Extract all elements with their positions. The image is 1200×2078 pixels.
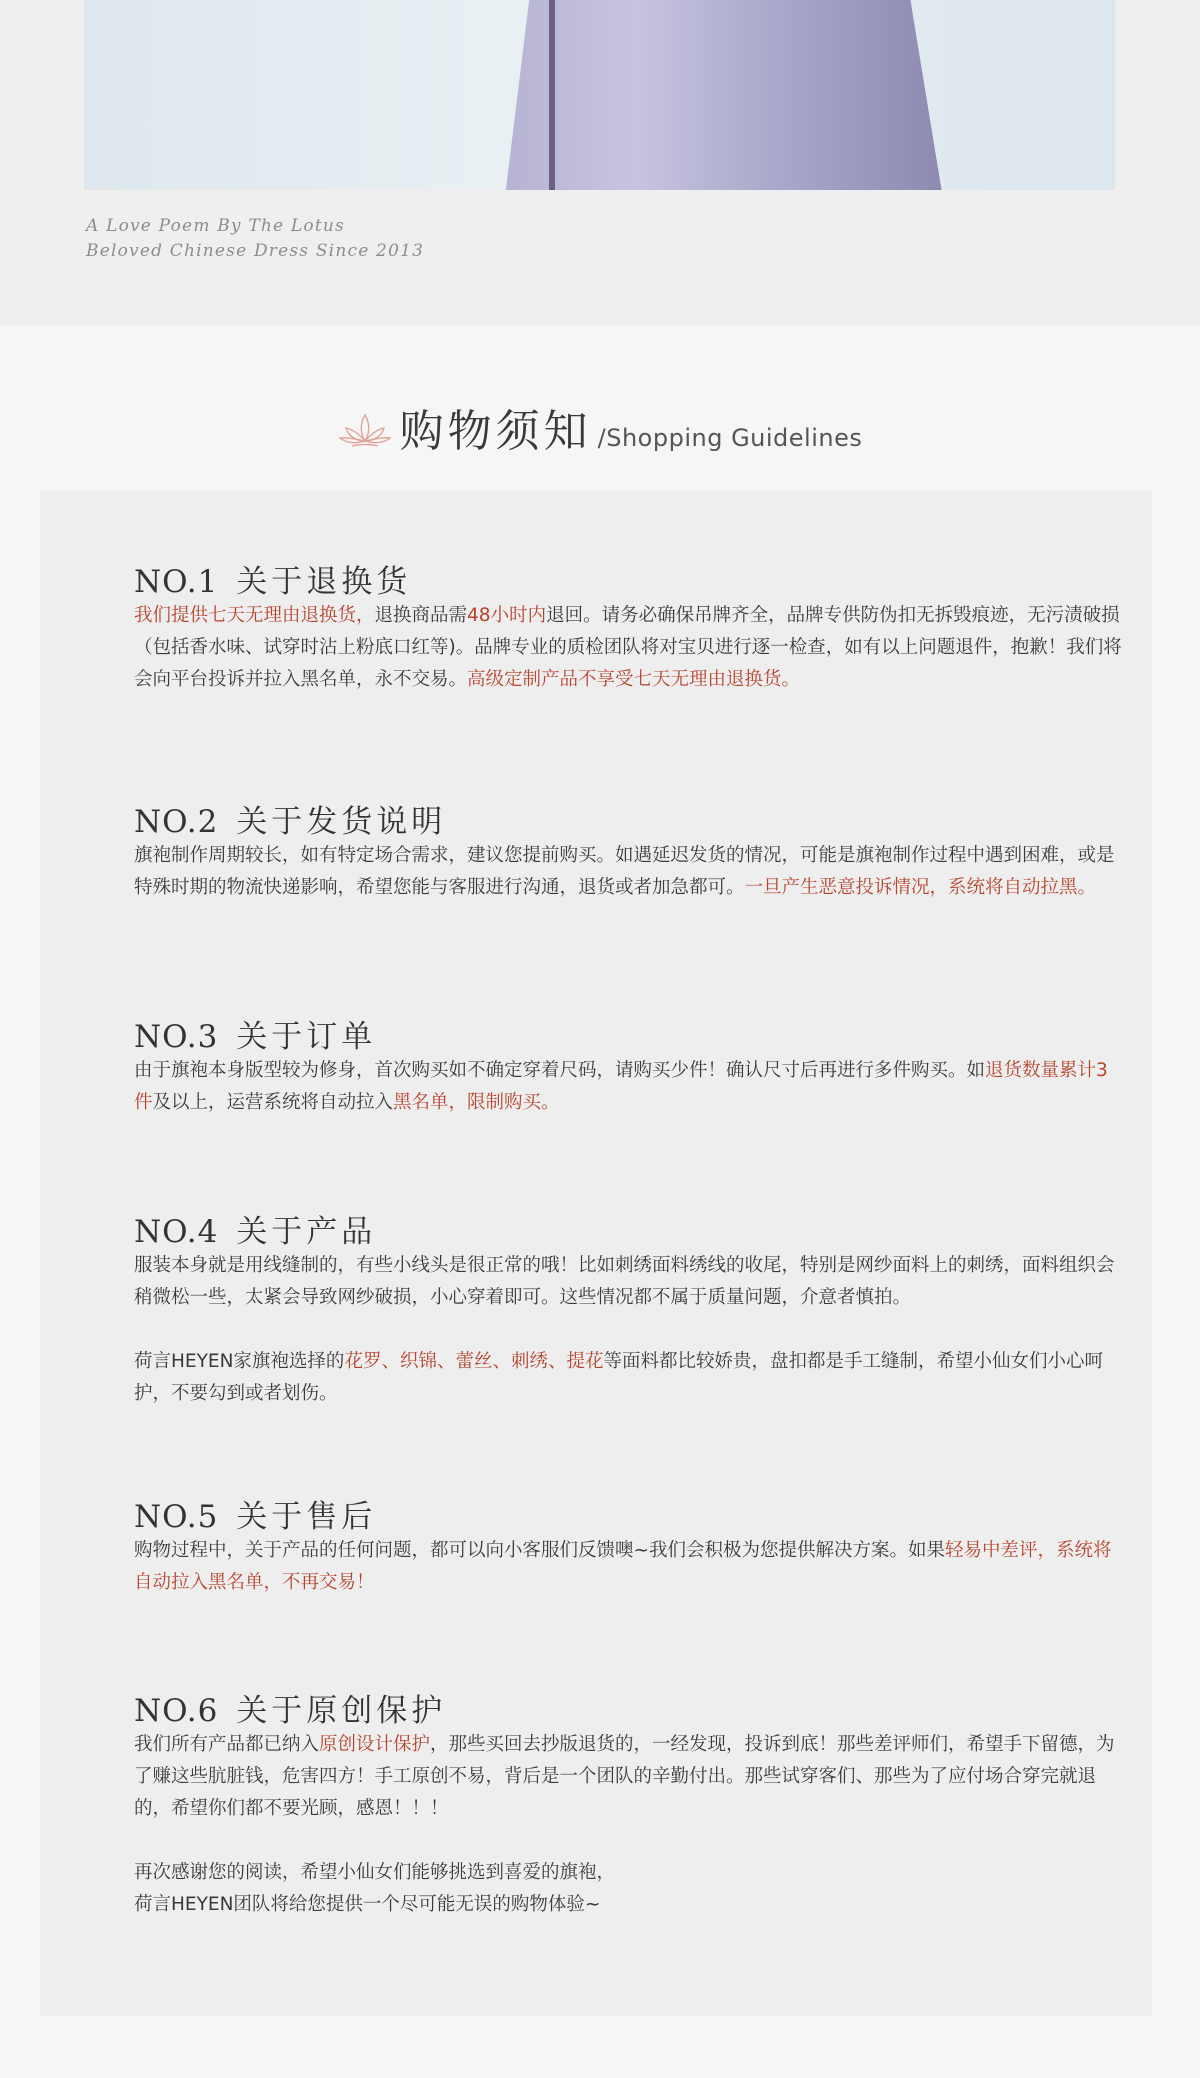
page-title — [0, 395, 1200, 465]
guidelines-panel — [40, 490, 1152, 2016]
section-heading — [134, 796, 1124, 840]
body-text: 服装本身就是用线缝制的，有些小线头是很正常的哦！比如刺绣面料绣线的收尾，特别是网纱面料上的刺绣，面料组织会稍微松一些，太紧会导致网纱破损，小心穿着即可。这些情况都不属于质量问题，介意者慎拍。 — [134, 1255, 1115, 1308]
body-text: 我们所有产品都已纳入 — [134, 1734, 320, 1755]
body-text: 荷言HEYEN团队将给您提供一个尽可能无误的购物体验~ — [134, 1894, 601, 1915]
section-number: NO.2 — [134, 804, 219, 840]
body-text: 等面料都比较娇贵，盘扣都是手工缝制，希望小仙女们小心呵护，不要勾到或者划伤。 — [134, 1351, 1103, 1404]
section-number: NO.5 — [134, 1499, 219, 1535]
highlighted-text: 我们提供七天无理由退换货， — [134, 605, 375, 626]
section-title: 关于原创保护 — [236, 1693, 447, 1729]
section-title: 关于产品 — [236, 1214, 377, 1250]
section-paragraph — [134, 1055, 1124, 1119]
highlighted-text: 高级定制产品不享受七天无理由退换货。 — [467, 669, 801, 690]
title-english: /Shopping Guidelines — [597, 424, 863, 452]
section-orders — [134, 1011, 1124, 1119]
highlighted-text: 花罗、织锦、蕾丝、刺绣、提花 — [344, 1351, 604, 1372]
section-body — [134, 600, 1124, 696]
qipao-dress-image — [504, 0, 944, 190]
section-heading — [134, 1685, 1124, 1729]
section-body — [134, 1535, 1124, 1599]
brand-tagline — [86, 214, 424, 264]
section-paragraph — [134, 1535, 1124, 1599]
body-text: 退换商品需 — [374, 605, 468, 626]
banner-area — [0, 0, 1200, 325]
tagline-line-1: A Love Poem By The Lotus — [86, 216, 345, 236]
highlighted-text: 黑名单，限制购买。 — [393, 1092, 560, 1113]
body-text: 荷言HEYEN家旗袍选择的 — [134, 1351, 345, 1372]
body-text: 再次感谢您的阅读，希望小仙女们能够挑选到喜爱的旗袍， — [134, 1862, 616, 1883]
highlighted-text: 轻易中差评，系统将自动拉入黑名单，不再交易！ — [134, 1540, 1112, 1593]
title-chinese: 购物须知 — [399, 406, 592, 457]
body-text: 购物过程中，关于产品的任何问题，都可以向小客服们反馈噢~我们会积极为您提供解决方案。如果 — [134, 1540, 946, 1561]
highlighted-text: 原创设计保护 — [319, 1734, 431, 1755]
section-title: 关于订单 — [236, 1019, 377, 1055]
section-shipping — [134, 796, 1124, 904]
tagline-line-2: Beloved Chinese Dress Since 2013 — [86, 241, 425, 261]
section-body — [134, 1250, 1124, 1410]
section-number: NO.1 — [134, 564, 219, 600]
section-paragraph — [134, 1857, 1124, 1921]
section-after-sales — [134, 1491, 1124, 1599]
section-paragraph — [134, 840, 1124, 904]
dress-seam — [549, 0, 555, 190]
body-text: 退回。请务必确保吊牌齐全，品牌专供防伪扣无拆毁痕迹，无污渍破损（包括香水味、试穿时沾上粉底口红等)。品牌专业的质检团队将对宝贝进行逐一检查，如有以上问题退件，抱歉！我们将会向平台投诉并拉入黑名单，永不交易。 — [134, 605, 1122, 690]
section-paragraph — [134, 600, 1124, 696]
section-products — [134, 1206, 1124, 1410]
section-paragraph — [134, 1729, 1124, 1825]
section-title: 关于退换货 — [236, 564, 412, 600]
section-returns — [134, 556, 1124, 696]
highlighted-text: 一旦产生恶意投诉情况，系统将自动拉黑。 — [744, 877, 1097, 898]
lotus-icon — [338, 411, 392, 449]
section-title: 关于发货说明 — [236, 804, 447, 840]
body-text: 旗袍制作周期较长，如有特定场合需求，建议您提前购买。如遇延迟发货的情况，可能是旗袍制作过程中遇到困难，或是特殊时期的物流快递影响，希望您能与客服进行沟通，退货或者加急都可。 — [134, 845, 1115, 898]
section-paragraph — [134, 1346, 1124, 1410]
section-body — [134, 1729, 1124, 1921]
section-body — [134, 840, 1124, 904]
product-photo — [84, 0, 1115, 190]
section-heading — [134, 556, 1124, 600]
section-paragraph — [134, 1250, 1124, 1314]
body-text: 由于旗袍本身版型较为修身，首次购买如不确定穿着尺码，请购买少件！确认尺寸后再进行多件购买。如 — [134, 1060, 986, 1081]
section-original-protection — [134, 1685, 1124, 1921]
section-number: NO.6 — [134, 1693, 219, 1729]
body-text: ，那些买回去抄版退货的，一经发现，投诉到底！那些差评师们，希望手下留德，为了赚这些肮脏钱，危害四方！手工原创不易，背后是一个团队的辛勤付出。那些试穿客们、那些为了应付场合穿完就退的，希望你们都不要光顾，感恩！！！ — [134, 1734, 1115, 1819]
highlighted-text: 退货数量累计3件 — [134, 1060, 1108, 1113]
body-text: 及以上，运营系统将自动拉入 — [152, 1092, 394, 1113]
highlighted-text: 48小时内 — [467, 605, 547, 626]
section-number: NO.3 — [134, 1019, 219, 1055]
section-heading — [134, 1491, 1124, 1535]
section-heading — [134, 1206, 1124, 1250]
section-title: 关于售后 — [236, 1499, 377, 1535]
section-body — [134, 1055, 1124, 1119]
section-number: NO.4 — [134, 1214, 219, 1250]
section-heading — [134, 1011, 1124, 1055]
